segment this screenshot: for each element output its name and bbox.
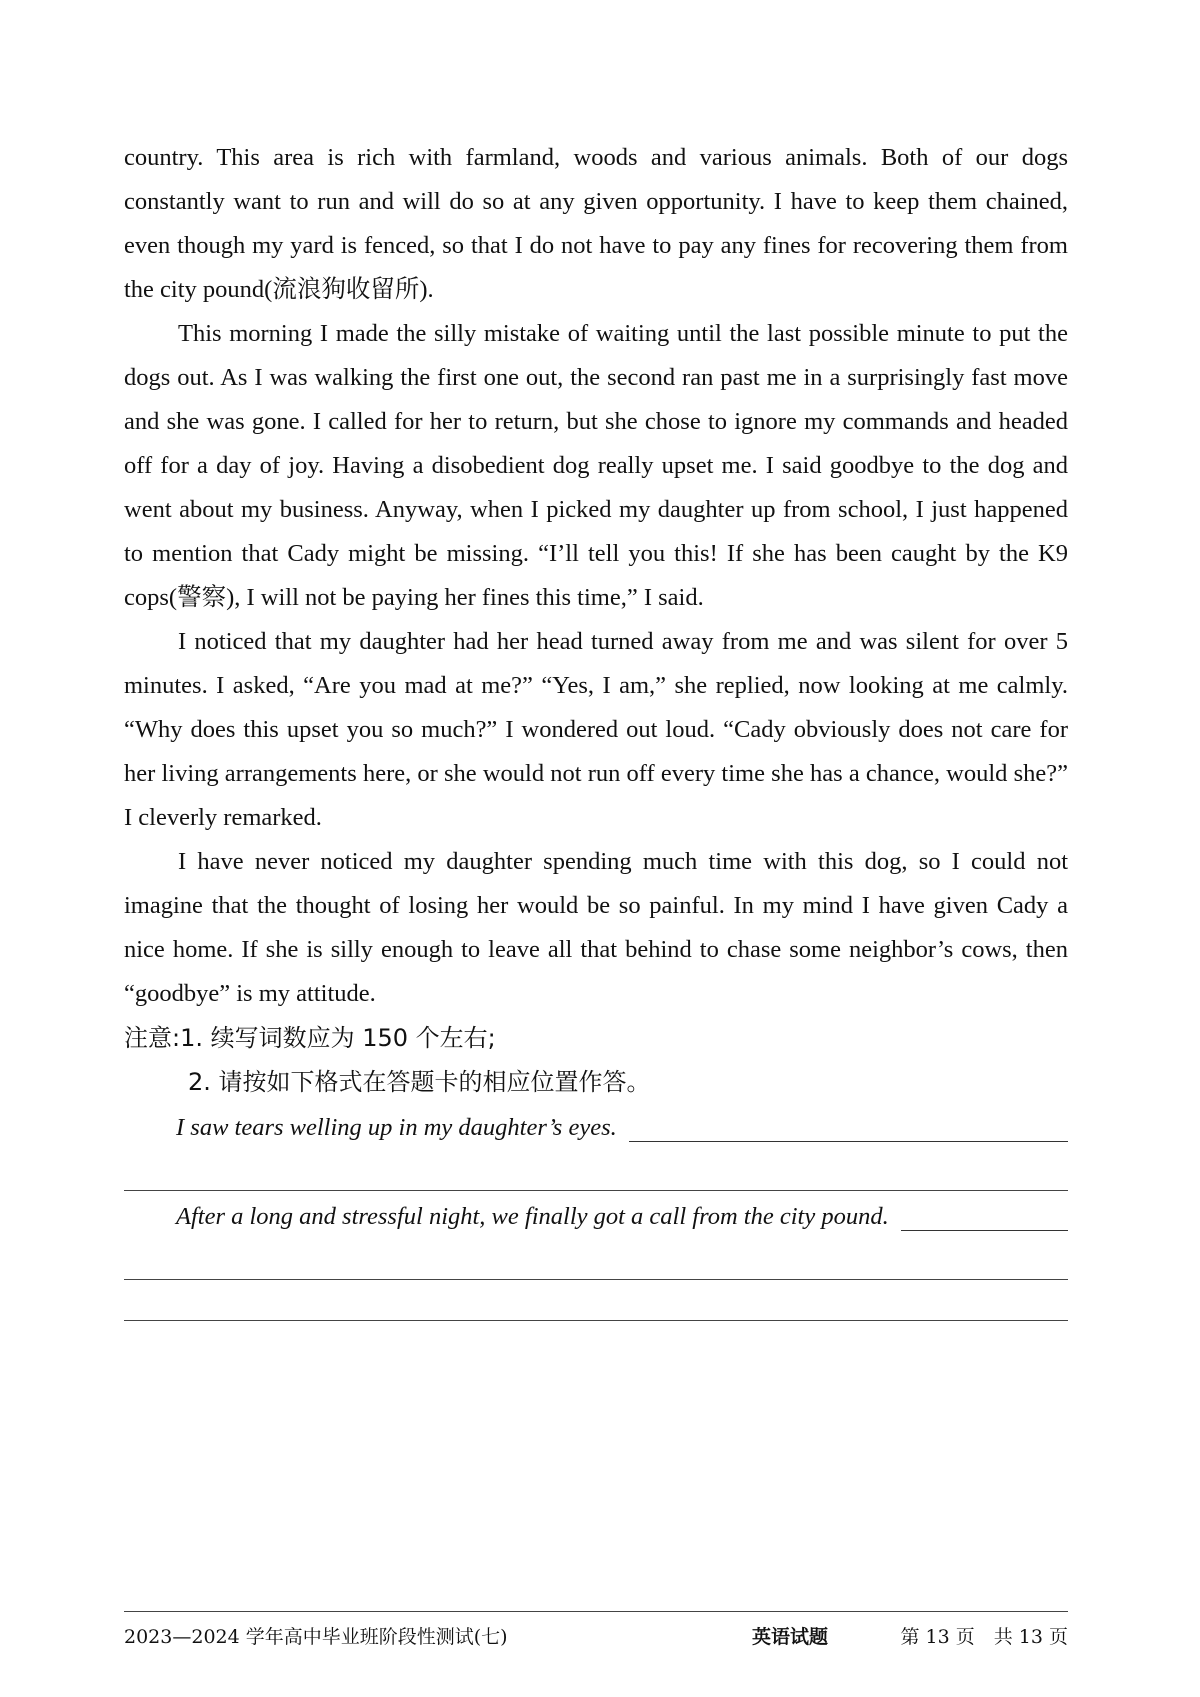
prompt-1-text: I saw tears welling up in my daughter’s eyes. [176,1114,617,1141]
continuation-prompt-2 [124,1191,1068,1239]
footer-exam-title: 2023—2024 学年高中毕业班阶段性测试(七) [124,1626,508,1648]
answer-line-3[interactable] [124,1320,1068,1321]
continuation-prompt-1 [124,1106,1068,1150]
passage-paragraph-3: I noticed that my daughter had her head turned away from me and was silent for over 5 minutes. I asked, “Are you mad at me?” “Yes, I am,” she replied, now looking at me calmly. “Why does this upset you so much?” I wondered out loud. “Cady obviously does not care for her living arrangements here, or she would not run off every time she has a chance, would she?” I cleverly remarked. [124,628,1068,831]
note-word-count: 注意:1. 续写词数应为 150 个左右; [124,1024,496,1052]
footer-divider [124,1611,1068,1612]
passage-content [124,136,1068,1321]
answer-blank-1[interactable] [629,1141,1068,1142]
answer-line-2[interactable] [124,1279,1068,1280]
answer-blank-2[interactable] [901,1230,1068,1231]
passage-paragraph-2: This morning I made the silly mistake of waiting until the last possible minute to put the dogs out. As I was walking the first one out, the second ran past me in a surprisingly fast move and she was gone. I called for her to return, but she chose to ignore my commands and headed off for a day of joy. Having a disobedient dog really upset me. I said goodbye to the dog and went about my business. Anyway, when I picked my daughter up from school, I just happened to mention that Cady might be missing. “I’ll tell you this! If she has been caught by the K9 cops(警察), I will not be paying her fines this time,” I said. [124,320,1068,611]
passage-paragraph-4: I have never noticed my daughter spending much time with this dog, so I could not imagine that the thought of losing her would be so painful. In my mind I have given Cady a nice home. If she is silly enough to leave all that behind to chase some neighbor’s cows, then “goodbye” is my attitude. [124,848,1068,1007]
note-format: 2. 请按如下格式在答题卡的相应位置作答。 [188,1068,651,1096]
prompt-2-text: After a long and stressful night, we finally got a call from the city pound. [176,1203,889,1230]
passage-paragraph-1: country. This area is rich with farmland, woods and various animals. Both of our dogs constantly want to run and will do so at any given opportunity. I have to keep them chained, even though my yard is fenced, so that I do not have to pay any fines for recovering them from the city pound(流浪狗收留所). [124,144,1068,303]
footer-subject: 英语试题 [752,1626,829,1648]
footer-page-number: 第 13 页 共 13 页 [900,1626,1068,1648]
page-footer [124,1622,1068,1652]
